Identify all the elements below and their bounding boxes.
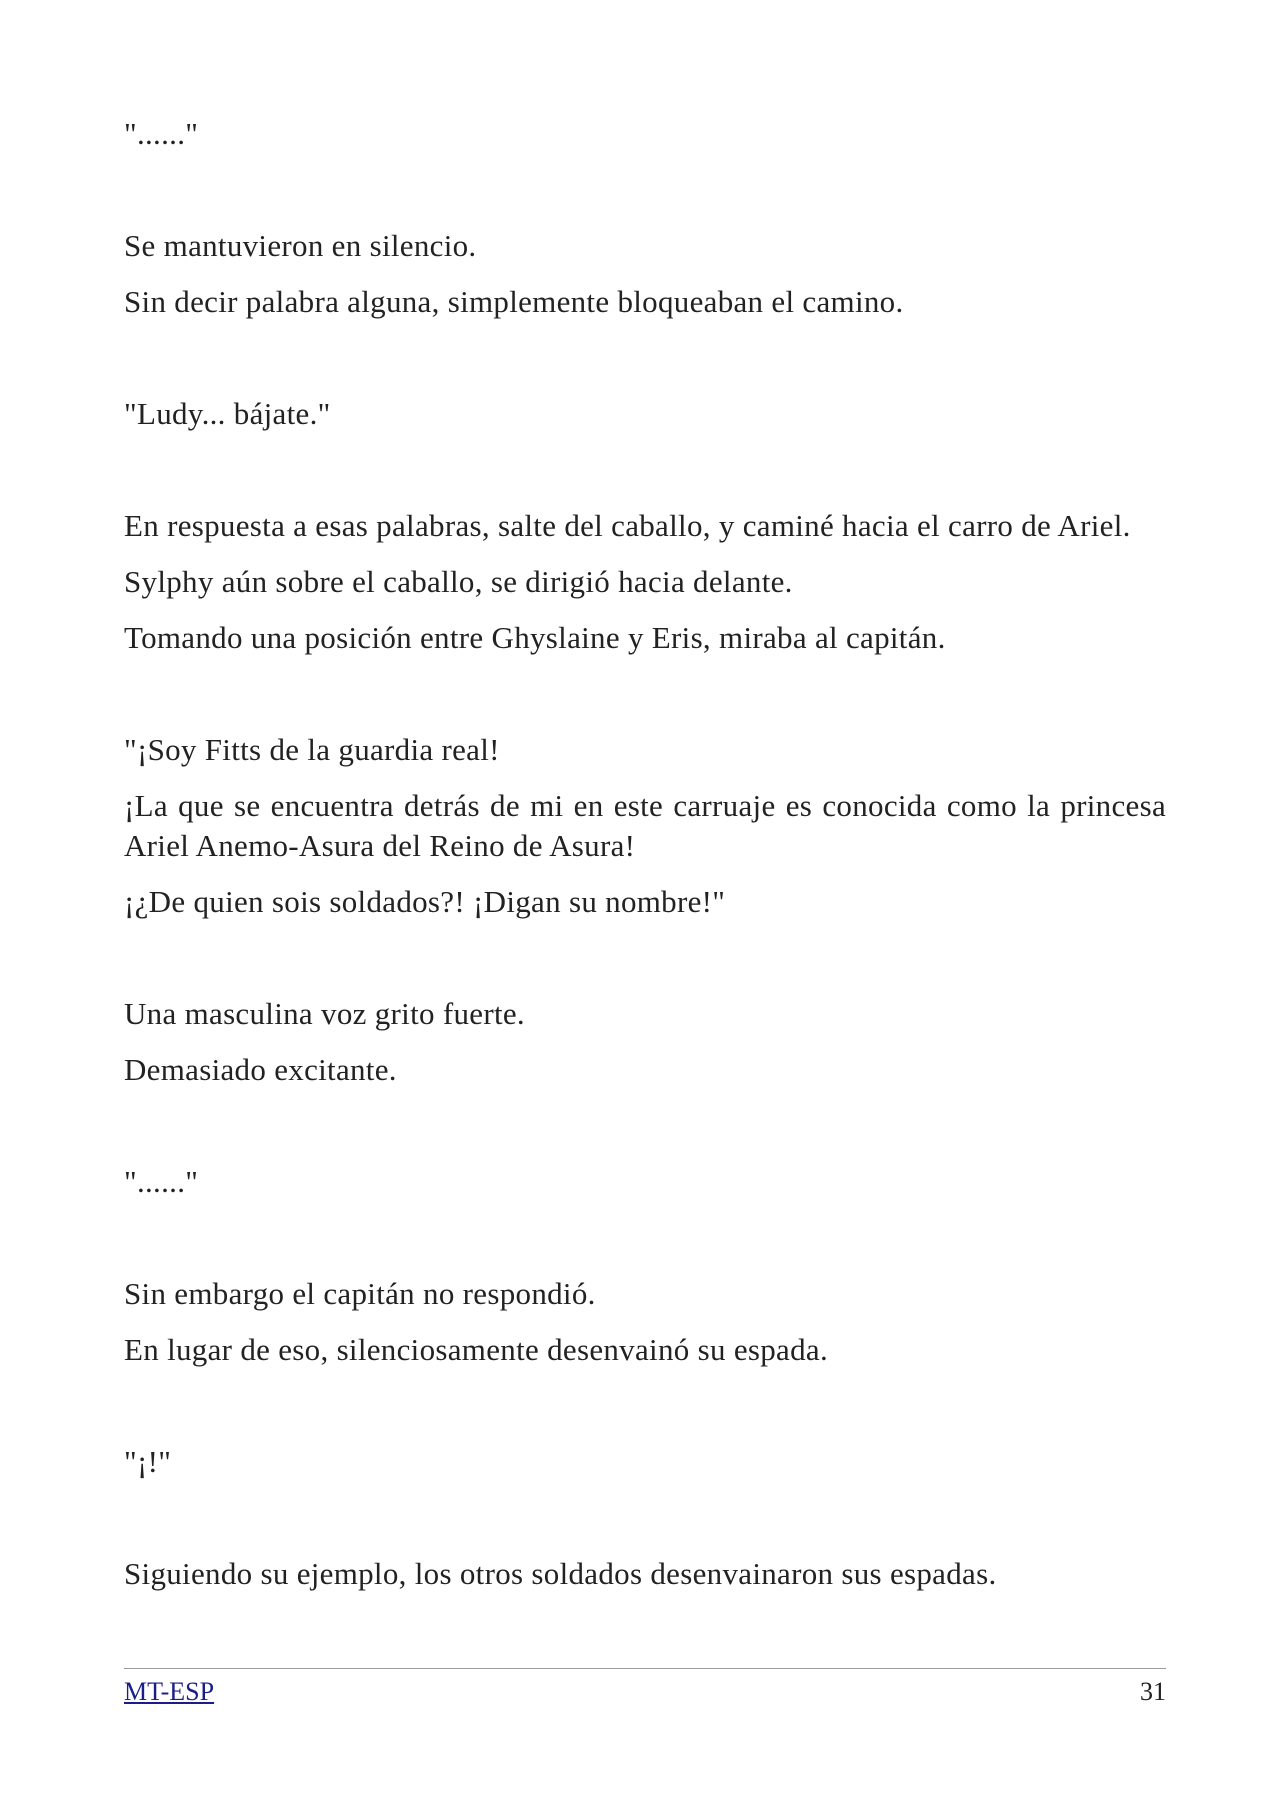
- paragraph-12: Demasiado excitante.: [124, 1052, 397, 1087]
- paragraph-9: ¡La que se encuentra detrás de mi en este carruaje es conocida como la princesa Ariel Anemo-Asura del Reino de Asura!: [124, 788, 1166, 863]
- paragraph-1: "......": [124, 116, 199, 151]
- paragraph-16: "¡!": [124, 1444, 172, 1479]
- paragraph-4: "Ludy... bájate.": [124, 396, 331, 431]
- paragraph-5: En respuesta a esas palabras, salte del caballo, y caminé hacia el carro de Ariel.: [124, 508, 1131, 543]
- paragraph-14: Sin embargo el capitán no respondió.: [124, 1276, 596, 1311]
- paragraph-2: Se mantuvieron en silencio.: [124, 228, 477, 263]
- paragraph-6: Sylphy aún sobre el caballo, se dirigió hacia delante.: [124, 564, 793, 599]
- paragraph-10: ¡¿De quien sois soldados?! ¡Digan su nombre!": [124, 884, 726, 919]
- page-number: 31: [1140, 1677, 1166, 1706]
- paragraph-7: Tomando una posición entre Ghyslaine y Eris, miraba al capitán.: [124, 620, 946, 655]
- paragraph-8: "¡Soy Fitts de la guardia real!: [124, 732, 500, 767]
- paragraph-13: "......": [124, 1164, 199, 1199]
- page-footer: [124, 1668, 1166, 1715]
- page-body: [124, 114, 1166, 1594]
- paragraph-3: Sin decir palabra alguna, simplemente bloqueaban el camino.: [124, 284, 904, 319]
- paragraph-17: Siguiendo su ejemplo, los otros soldados desenvainaron sus espadas.: [124, 1556, 997, 1591]
- paragraph-11: Una masculina voz grito fuerte.: [124, 996, 525, 1031]
- footer-link[interactable]: MT-ESP: [124, 1677, 215, 1706]
- paragraph-15: En lugar de eso, silenciosamente desenvainó su espada.: [124, 1332, 829, 1367]
